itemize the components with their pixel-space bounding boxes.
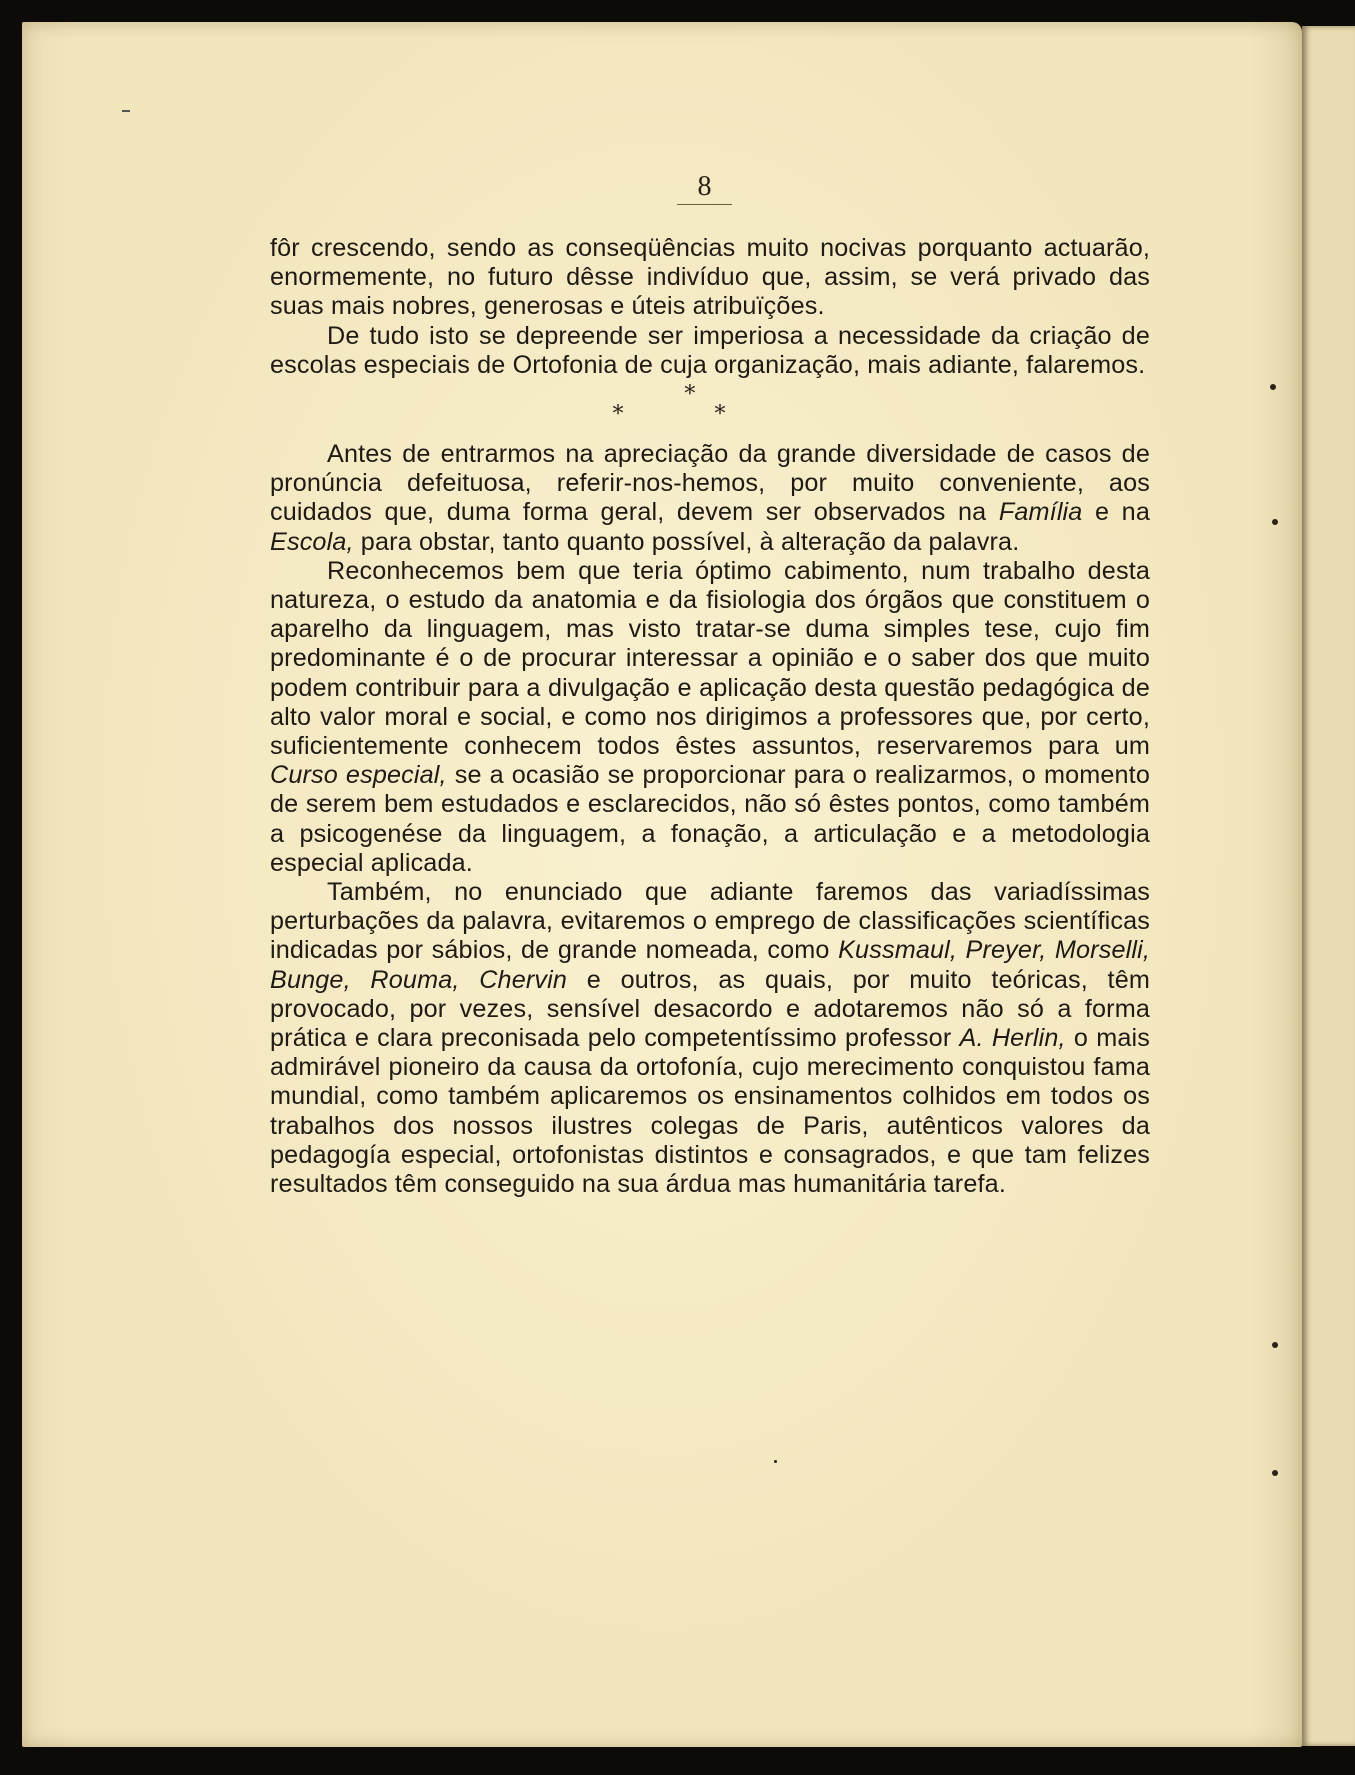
separator-asterisk-top: *	[684, 382, 696, 408]
paragraph-4-part-b: se a ocasião se proporcionar para o realizarmos, o momento de serem bem estudados e esclarecidos, não só êstes pontos, como também a psicogenése da linguagem, a fonação, a articulação e a metodologia especial aplicada.	[270, 761, 1150, 877]
paragraph-5-part-c: o mais admirável pioneiro da causa da ortofonía, cujo merecimento conquistou fama mundial, como também aplicaremos os ensinamentos colhidos em todos os trabalhos dos nossos ilustres colegas de Paris, autênticos valores da pedagogía especial, ortofonistas distintos e consagrados, e que tam felizes resultados têm conseguido na sua árdua mas humanitária tarefa.	[270, 1024, 1150, 1199]
paragraph-4-part-a: Reconhecemos bem que teria óptimo cabimento, num trabalho desta natureza, o estudo da anatomia e da fisiologia dos órgãos que constituem o aparelho da linguagem, mas visto tratar-se duma simples tese, cujo fim predominante é o de procurar interessar a opinião e o saber dos que muito podem contribuir para a divulgação e aplicação desta questão pedagógica de alto valor moral e social, e como nos dirigimos a professores que, por certo, suficientemente conhecem todos êstes assuntos, reservaremos para um	[270, 556, 1150, 761]
paragraph-2: De tudo isto se depreende ser imperiosa a necessidade da criação de escolas especiais de Ortofonia de cuja organização, mais adiante, falaremos.	[270, 321, 1150, 379]
paragraph-3-part-a: Antes de entrarmos na apreciação da grande diversidade de casos de pronúncia defeituosa, referir-nos-hemos, por muito conveniente, aos cuidados que, duma forma geral, devem ser observados na	[270, 440, 1150, 527]
body-text	[270, 234, 1150, 1199]
paragraph-1: fôr crescendo, sendo as conseqüências muito nocivas porquanto actuarão, enormemente, no futuro dêsse indivíduo que, assim, se verá privado das suas mais nobres, generosas e úteis atribuïções.	[270, 234, 1150, 321]
paragraph-3	[270, 440, 1150, 557]
separator-asterisks-bottom: * *	[612, 402, 768, 428]
document-page	[22, 22, 1302, 1747]
show-through-mark	[1270, 384, 1276, 390]
section-separator	[270, 382, 1150, 435]
margin-mark	[122, 110, 130, 112]
paragraph-3-part-c: para obstar, tanto quanto possível, à alteração da palavra.	[353, 527, 1020, 556]
paragraph-5-names: Kussmaul, Preyer, Morselli, Bunge, Rouma, Chervin	[270, 936, 1150, 994]
paragraph-5	[270, 878, 1150, 1199]
paragraph-5-part-b: e outros, as quais, por muito teóricas, têm provocado, por vezes, sensível desacordo e adotaremos não só a forma prática e clara preconisada pelo competentíssimo professor	[270, 965, 1150, 1053]
show-through-mark	[1272, 519, 1278, 525]
show-through-mark	[1272, 1470, 1278, 1476]
next-page-edge	[1302, 26, 1355, 1746]
show-through-mark	[1272, 1342, 1278, 1348]
paragraph-4-curso-especial: Curso especial,	[270, 761, 447, 790]
paragraph-5-part-a: Também, no enunciado que adiante faremos das variadíssimas perturbações da palavra, evitaremos o emprego de classificações scientíficas indicadas por sábios, de grande nomeada, como	[270, 878, 1150, 965]
show-through-mark	[774, 1460, 777, 1463]
paragraph-4	[270, 557, 1150, 878]
paragraph-5-herlin: A. Herlin,	[959, 1024, 1066, 1053]
paragraph-3-part-b: e na	[1082, 498, 1150, 527]
page-number: 8	[677, 172, 732, 205]
paragraph-3-familia: Família	[998, 498, 1083, 527]
paragraph-3-escola: Escola,	[270, 527, 354, 556]
